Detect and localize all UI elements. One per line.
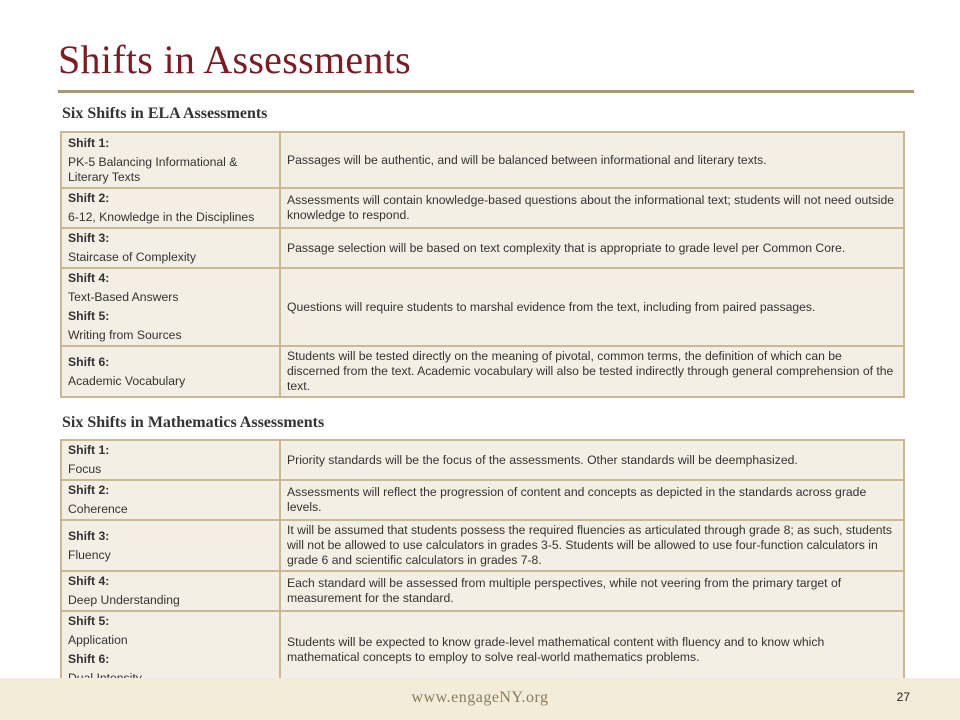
shift-description: Passages will be authentic, and will be balanced between informational and literary texts. — [280, 132, 904, 188]
title-divider — [58, 90, 914, 93]
shift-label-cell — [61, 480, 280, 520]
shift-description: Assessments will reflect the progression of content and concepts as depicted in the standards across grade levels. — [280, 480, 904, 520]
ela-shifts-table — [60, 131, 905, 398]
shift-number: Shift 2: — [68, 191, 110, 205]
shift-label-cell — [61, 228, 280, 268]
shift-description: Assessments will contain knowledge-based questions about the informational text; students will not need outside knowledge to respond. — [280, 188, 904, 228]
table-row — [61, 132, 904, 188]
shift-description: Priority standards will be the focus of the assessments. Other standards will be deemphasized. — [280, 440, 904, 480]
shift-name: Application — [68, 633, 128, 647]
shift-label-cell — [61, 346, 280, 397]
table-row — [61, 520, 904, 571]
table-row — [61, 480, 904, 520]
shift-number: Shift 5: — [68, 309, 110, 323]
table-row — [61, 571, 904, 611]
table-row — [61, 440, 904, 480]
shift-name: Staircase of Complexity — [68, 250, 197, 264]
math-section-heading: Six Shifts in Mathematics Assessments — [62, 414, 325, 431]
shift-label-cell — [61, 188, 280, 228]
shift-number: Shift 5: — [68, 614, 110, 628]
shift-number: Shift 1: — [68, 135, 110, 150]
shift-name: Coherence — [68, 502, 128, 516]
shift-name: PK-5 Balancing Informational & Literary Texts — [68, 154, 238, 184]
shift-number: Shift 3: — [68, 528, 110, 543]
shift-label-cell — [61, 440, 280, 480]
shift-number: Shift 4: — [68, 271, 110, 285]
footer-url-link[interactable]: www.engageNY.org — [411, 689, 549, 706]
table-row — [61, 346, 904, 397]
shift-number: Shift 1: — [68, 443, 110, 457]
table-row — [61, 268, 904, 346]
shift-description: Questions will require students to marshal evidence from the text, including from paired passages. — [280, 268, 904, 346]
shift-description: Each standard will be assessed from multiple perspectives, while not veering from the primary target of measurement for the standard. — [280, 571, 904, 611]
shift-label-cell — [61, 571, 280, 611]
table-row — [61, 228, 904, 268]
shift-description: Passage selection will be based on text complexity that is appropriate to grade level per Common Core. — [280, 228, 904, 268]
shift-number: Shift 2: — [68, 483, 110, 497]
shift-name: Focus — [68, 462, 102, 476]
shift-name: Fluency — [68, 547, 111, 562]
ela-section-heading: Six Shifts in ELA Assessments — [62, 105, 268, 122]
shift-description: Students will be tested directly on the meaning of pivotal, common terms, the definition of which can be discerned from the text. Academic vocabulary will also be tested indirectly through general comprehension of the text. — [280, 346, 904, 397]
shift-number: Shift 3: — [68, 231, 110, 245]
shift-name: Academic Vocabulary — [68, 373, 186, 388]
shift-label-cell — [61, 520, 280, 571]
math-shifts-table — [60, 439, 905, 690]
page-title: Shifts in Assessments — [58, 37, 412, 82]
shift-name: Text-Based Answers — [68, 290, 179, 304]
shift-number: Shift 6: — [68, 652, 110, 666]
shift-label-cell — [61, 268, 280, 346]
shift-name: Writing from Sources — [68, 328, 182, 342]
shift-name: Deep Understanding — [68, 593, 180, 607]
page-number: 27 — [896, 690, 910, 704]
shift-number: Shift 4: — [68, 574, 110, 588]
shift-label-cell — [61, 132, 280, 188]
shift-number: Shift 6: — [68, 354, 110, 369]
shift-description: Students will be expected to know grade-level mathematical content with fluency and to know which mathematical concepts to employ to solve real-world mathematics problems. — [280, 611, 904, 689]
shift-name: 6-12, Knowledge in the Disciplines — [68, 210, 255, 224]
shift-description: It will be assumed that students possess the required fluencies as articulated through grade 8; as such, students will not be allowed to use calculators in grades 3-5. Students will be allowed to use four-function calculators in grade 6 and scientific calculators in grades 7-8. — [280, 520, 904, 571]
table-row — [61, 188, 904, 228]
